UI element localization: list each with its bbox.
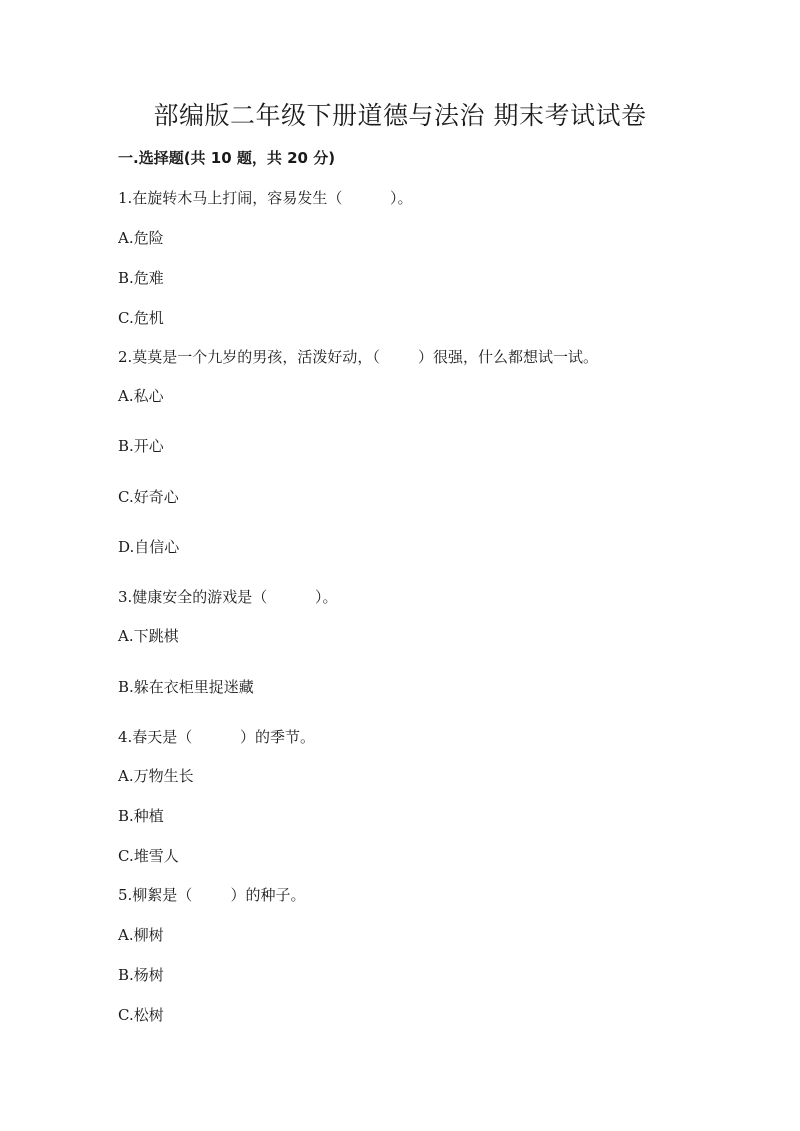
question-5-option-c: C.松树 [118, 1006, 164, 1024]
question-2-option-d: D.自信心 [118, 538, 180, 556]
question-4-stem: 4.春天是（ ）的季节。 [118, 728, 315, 746]
question-5-option-b: B.杨树 [118, 966, 164, 984]
page-title: 部编版二年级下册道德与法治 期末考试试卷 [153, 101, 647, 130]
question-2-option-a: A.私心 [118, 387, 164, 405]
question-1-option-a: A.危险 [118, 229, 164, 247]
question-5-stem: 5.柳絮是（ ）的种子。 [118, 886, 306, 904]
question-2-stem: 2.莫莫是一个九岁的男孩，活泼好动，（ ）很强，什么都想试一试。 [118, 348, 598, 366]
question-5-option-a: A.柳树 [118, 926, 164, 944]
question-1-option-b: B.危难 [118, 269, 164, 287]
question-3-option-b: B.躲在衣柜里捉迷藏 [118, 678, 254, 696]
question-4-option-a: A.万物生长 [118, 767, 194, 785]
question-2-option-c: C.好奇心 [118, 488, 179, 506]
question-1-option-c: C.危机 [118, 309, 164, 327]
question-4-option-c: C.堆雪人 [118, 847, 179, 865]
question-2-option-b: B.开心 [118, 437, 164, 455]
question-3-option-a: A.下跳棋 [118, 627, 179, 645]
question-3-stem: 3.健康安全的游戏是（ ）。 [118, 588, 338, 606]
section-heading: 一.选择题(共 10 题，共 20 分) [118, 149, 336, 167]
question-1-stem: 1.在旋转木马上打闹，容易发生（ ）。 [118, 189, 413, 207]
question-4-option-b: B.种植 [118, 807, 164, 825]
